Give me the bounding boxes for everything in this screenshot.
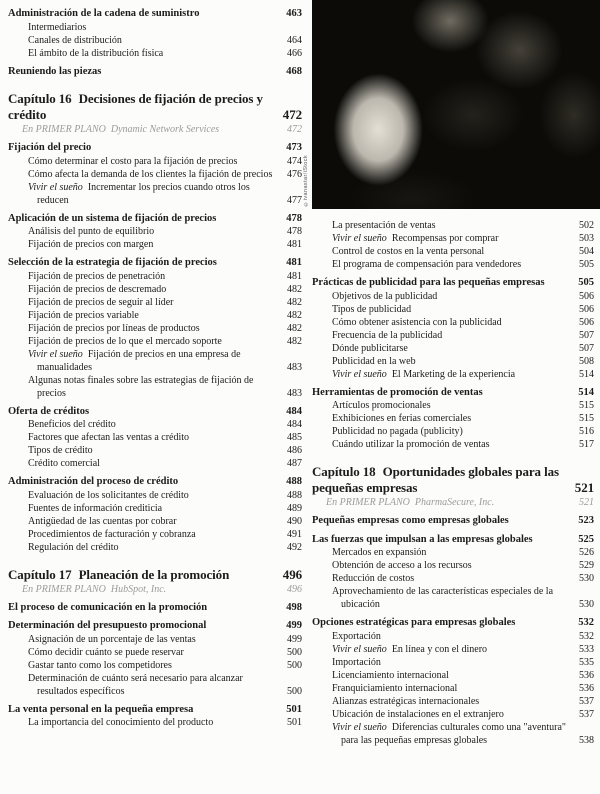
entry-title: Opciones estratégicas para empresas globales — [312, 617, 516, 628]
page-number: 515 — [579, 413, 594, 424]
page-number: 535 — [579, 656, 594, 668]
entry-title: Aplicación de un sistema de fijación de precios — [8, 212, 217, 224]
entry-title: Aprovechamiento de las características especiales de la ubicación — [332, 586, 554, 610]
toc-entry — [8, 21, 302, 34]
toc-entry — [8, 716, 302, 729]
page-number: 500 — [287, 685, 302, 697]
toc-entry — [312, 496, 594, 509]
page-number: 500 — [287, 646, 302, 658]
entry-title: En PRIMER PLANO Dynamic Network Services — [22, 124, 220, 135]
entry-title: Vivir el sueño Diferencias culturales como una "aventura" para las pequeñas empresas globales — [332, 721, 567, 746]
entry-title: Cómo obtener asistencia con la publicidad — [332, 316, 502, 328]
entry-title: Reducción de costos — [332, 573, 415, 584]
toc-entry — [8, 283, 302, 296]
entry-title: Cómo determinar el costo para la fijación de precios — [28, 155, 238, 167]
page-number: 463 — [286, 8, 302, 19]
toc-entry — [8, 238, 302, 251]
entry-title: Regulación del crédito — [28, 541, 119, 553]
entry-title: Fijación de precios por líneas de productos — [28, 322, 200, 334]
entry-title: Capítulo 18 Oportunidades globales para las pequeñas empresas — [312, 464, 559, 495]
page-number: 487 — [287, 458, 302, 469]
page-number: 499 — [286, 620, 302, 631]
page-number: 472 — [282, 107, 302, 122]
toc-entry — [312, 412, 594, 425]
toc-entry — [312, 316, 594, 329]
page-number: 537 — [579, 695, 594, 707]
entry-title: Exhibiciones en ferias comerciales — [332, 413, 472, 424]
page-number: 482 — [287, 335, 302, 347]
entry-title: Alianzas estratégicas internacionales — [332, 695, 480, 707]
entry-title: Fijación de precios de descremado — [28, 283, 167, 295]
page-number: 525 — [578, 533, 594, 545]
entry-title: Fijación de precios de seguir al líder — [28, 296, 174, 308]
entry-title: Tipos de publicidad — [332, 303, 412, 315]
page-number: 506 — [579, 303, 594, 315]
entry-title: Control de costos en la venta personal — [332, 246, 485, 257]
entry-title: Tipos de crédito — [28, 445, 93, 456]
page-number: 538 — [579, 734, 594, 746]
entry-title: Vivir el sueño El Marketing de la experiencia — [332, 368, 516, 380]
toc-entry — [8, 322, 302, 335]
vivir-el-sueno-label: Vivir el sueño — [332, 643, 392, 655]
page-number: 515 — [579, 400, 594, 411]
page-number: 516 — [579, 426, 594, 437]
entry-title: En PRIMER PLANO PharmaSecure, Inc. — [326, 497, 495, 508]
toc-entry — [8, 457, 302, 470]
entry-title: Determinación de cuánto será necesario para alcanzar resultados específicos — [28, 672, 243, 697]
entry-title: Herramientas de promoción de ventas — [312, 386, 483, 398]
vivir-el-sueno-label: Vivir el sueño — [332, 721, 392, 733]
toc-entry — [312, 342, 594, 355]
entry-title: Cuándo utilizar la promoción de ventas — [332, 439, 490, 450]
page-number: 489 — [287, 502, 302, 514]
toc-entry — [8, 672, 302, 698]
page-number: 536 — [579, 682, 594, 694]
toc-entry — [8, 619, 302, 633]
page-number: 488 — [286, 476, 302, 487]
entry-title: Fijación de precios de penetración — [28, 270, 166, 282]
toc-entry — [8, 374, 302, 400]
page-number: 496 — [282, 566, 302, 582]
entry-title: Algunas notas finales sobre las estrategias de fijación de precios — [28, 374, 254, 399]
page-number: 500 — [287, 659, 302, 671]
page-number: 482 — [287, 283, 302, 295]
toc-entry — [312, 682, 594, 695]
entry-title: Beneficios del crédito — [28, 419, 116, 430]
entry-title: Selección de la estrategia de fijación de precios — [8, 257, 217, 268]
entry-title: La importancia del conocimiento del producto — [28, 717, 214, 728]
entry-title: Asignación de un porcentaje de las ventas — [28, 633, 196, 645]
page-number: 521 — [574, 480, 594, 495]
toc-entry — [8, 703, 302, 717]
toc-entry — [8, 181, 302, 207]
toc-entry — [8, 405, 302, 419]
page-number: 532 — [578, 617, 594, 628]
toc-entry — [312, 425, 594, 438]
en-primer-plano-label: En PRIMER PLANO — [22, 583, 111, 595]
chapter-heading — [312, 464, 594, 496]
entry-title: Determinación del presupuesto promocional — [8, 620, 207, 631]
entry-title: Vivir el sueño Recompensas por comprar — [332, 233, 499, 244]
photo-credit: ©ivanastar/iStock — [303, 155, 309, 207]
toc-entry — [8, 659, 302, 672]
toc-entry — [312, 695, 594, 708]
entry-title: El programa de compensación para vendedores — [332, 259, 522, 270]
toc-column-left — [8, 7, 302, 790]
page-number: 532 — [579, 630, 594, 642]
entry-title: Fijación del precio — [8, 142, 92, 153]
toc-entry — [8, 65, 302, 79]
toc-entry — [8, 475, 302, 489]
toc-entry — [312, 585, 594, 611]
toc-entry — [312, 232, 594, 245]
entry-title: Administración de la cadena de suministro — [8, 8, 200, 19]
toc-entry — [312, 546, 594, 559]
toc-entry — [312, 399, 594, 412]
entry-title: Fijación de precios variable — [28, 309, 139, 321]
page-number: 498 — [286, 601, 302, 613]
page-number: 491 — [287, 528, 302, 540]
vivir-el-sueno-label: Vivir el sueño — [28, 181, 88, 193]
entry-title: Cómo decidir cuánto se puede reservar — [28, 646, 184, 658]
toc-entry — [8, 47, 302, 60]
page-number: 521 — [579, 497, 594, 508]
toc-entry — [312, 721, 594, 747]
toc-entry — [312, 219, 594, 232]
entry-title: Capítulo 16 Decisiones de fijación de precios y crédito — [8, 91, 263, 122]
entry-title: Vivir el sueño Incrementar los precios cuando otros los reducen — [28, 181, 250, 206]
vivir-el-sueno-label: Vivir el sueño — [332, 233, 392, 244]
page-number: 502 — [579, 220, 594, 231]
toc-entry — [8, 541, 302, 554]
entry-title: Canales de distribución — [28, 34, 122, 46]
entry-title: Franquiciamiento internacional — [332, 682, 458, 694]
toc-entry — [312, 643, 594, 656]
page-number: 476 — [287, 168, 302, 180]
page-number: 481 — [287, 239, 302, 250]
entry-title: Capítulo 17 Planeación de la promoción — [8, 566, 230, 582]
page-number: 466 — [287, 47, 302, 59]
chapter-number-label: Capítulo 17 — [8, 566, 72, 582]
toc-entry — [312, 245, 594, 258]
entry-title: Ubicación de instalaciones en el extranjero — [332, 708, 504, 720]
toc-entry — [8, 502, 302, 515]
toc-entry — [8, 168, 302, 181]
chapter-heading — [8, 91, 302, 123]
toc-entry — [312, 572, 594, 585]
toc-entry — [312, 616, 594, 630]
toc-entry — [8, 515, 302, 528]
toc-entry — [312, 368, 594, 381]
en-primer-plano-label: En PRIMER PLANO — [326, 497, 415, 508]
page-number: 490 — [287, 515, 302, 527]
entry-title: Publicidad no pagada (publicity) — [332, 426, 463, 437]
page-number: 483 — [287, 387, 302, 399]
page-number: 533 — [579, 643, 594, 655]
toc-entry — [8, 123, 302, 136]
entry-title: Fuentes de información crediticia — [28, 502, 163, 514]
page-number: 530 — [579, 599, 594, 610]
page-number: 530 — [579, 573, 594, 584]
entry-title: La venta personal en la pequeña empresa — [8, 703, 194, 715]
entry-title: Oferta de créditos — [8, 405, 90, 417]
toc-entry — [8, 633, 302, 646]
page-number: 526 — [579, 547, 594, 558]
chapter-number-label: Capítulo 18 — [312, 464, 376, 479]
toc-entry — [312, 630, 594, 643]
en-primer-plano-label: En PRIMER PLANO — [22, 124, 111, 135]
vivir-el-sueno-label: Vivir el sueño — [28, 348, 88, 360]
toc-entry — [8, 296, 302, 309]
toc-entry — [312, 329, 594, 342]
entry-title: Administración del proceso de crédito — [8, 476, 179, 487]
entry-title: Reuniendo las piezas — [8, 65, 102, 77]
page-number: 474 — [287, 155, 302, 167]
page-number: 488 — [287, 489, 302, 501]
toc-entry — [312, 559, 594, 572]
page-number: 482 — [287, 322, 302, 334]
toc-entry — [312, 355, 594, 368]
entry-title: En PRIMER PLANO HubSpot, Inc. — [22, 583, 167, 595]
page-number: 503 — [579, 233, 594, 244]
page-number: 537 — [579, 708, 594, 720]
entry-title: Procedimientos de facturación y cobranza — [28, 528, 196, 540]
chapter-number-label: Capítulo 16 — [8, 91, 72, 106]
chapter-heading — [8, 567, 302, 583]
toc-entry — [8, 348, 302, 374]
entry-title: Prácticas de publicidad para las pequeñas empresas — [312, 277, 545, 288]
page-number: 473 — [286, 142, 302, 153]
page-number: 529 — [579, 560, 594, 571]
entry-title: Importación — [332, 656, 381, 668]
entry-title: Pequeñas empresas como empresas globales — [312, 515, 509, 526]
page-number: 464 — [287, 34, 302, 46]
entry-title: Análisis del punto de equilibrio — [28, 226, 155, 237]
toc-entry — [8, 7, 302, 21]
page-number: 478 — [286, 212, 302, 224]
toc-entry — [312, 533, 594, 547]
entry-title: Antigüedad de las cuentas por cobrar — [28, 515, 177, 527]
entry-title: Factores que afectan las ventas a crédito — [28, 432, 190, 443]
page-number: 478 — [287, 226, 302, 237]
entry-title: Publicidad en la web — [332, 355, 416, 367]
toc-entry — [8, 335, 302, 348]
vivir-el-sueno-label: Vivir el sueño — [332, 368, 392, 380]
toc-entry — [8, 270, 302, 283]
page-number: 477 — [287, 194, 302, 206]
page-number: 505 — [578, 277, 594, 288]
entry-title: El proceso de comunicación en la promoción — [8, 601, 208, 613]
entry-title: Intermediarios — [28, 21, 87, 33]
entry-title: Objetivos de la publicidad — [332, 290, 438, 302]
page-number: 496 — [287, 583, 302, 595]
entry-title: Cómo afecta la demanda de los clientes la fijación de precios — [28, 168, 273, 180]
toc-entry — [8, 583, 302, 596]
toc-entry — [312, 276, 594, 290]
page-number: 483 — [287, 361, 302, 373]
page-number: 472 — [287, 124, 302, 135]
page-number: 514 — [578, 386, 594, 398]
entry-title: Mercados en expansión — [332, 547, 427, 558]
chapter-photo — [312, 0, 600, 209]
toc-entry — [8, 309, 302, 322]
page-number: 505 — [579, 259, 594, 270]
page-number: 517 — [579, 439, 594, 450]
toc-entry — [8, 141, 302, 155]
page-number: 492 — [287, 541, 302, 553]
page-number: 507 — [579, 329, 594, 341]
entry-title: Licenciamiento internacional — [332, 669, 449, 681]
page-number: 508 — [579, 355, 594, 367]
page-number: 468 — [286, 65, 302, 77]
chapter-photo-wrap — [303, 0, 600, 209]
entry-title: Exportación — [332, 630, 381, 642]
page-number: 481 — [287, 270, 302, 282]
entry-title: El ámbito de la distribución física — [28, 47, 164, 59]
toc-entry — [312, 258, 594, 271]
entry-title: Las fuerzas que impulsan a las empresas globales — [312, 533, 533, 545]
page-number: 485 — [287, 432, 302, 443]
toc-entry — [8, 225, 302, 238]
toc-entry — [8, 601, 302, 615]
entry-title: Vivir el sueño En línea y con el dinero — [332, 643, 488, 655]
toc-entry — [8, 646, 302, 659]
toc-entry — [8, 256, 302, 270]
toc-entry — [312, 656, 594, 669]
page-number: 536 — [579, 669, 594, 681]
entry-title: Dónde publicitarse — [332, 342, 408, 354]
entry-title: Evaluación de los solicitantes de crédito — [28, 489, 189, 501]
page-number: 484 — [287, 419, 302, 430]
entry-title: Gastar tanto como los competidores — [28, 659, 172, 671]
toc-entry — [312, 514, 594, 528]
page-number: 501 — [287, 717, 302, 728]
toc-entry — [312, 290, 594, 303]
page-number: 504 — [579, 246, 594, 257]
page-number: 482 — [287, 296, 302, 308]
entry-title: Fijación de precios con margen — [28, 239, 154, 250]
toc-entry — [312, 438, 594, 451]
page-number: 499 — [287, 633, 302, 645]
toc-column-right — [303, 7, 594, 790]
page-number: 506 — [579, 290, 594, 302]
page-number: 481 — [286, 257, 302, 268]
entry-title: La presentación de ventas — [332, 220, 436, 231]
entry-title: Crédito comercial — [28, 458, 100, 469]
toc-entry — [8, 489, 302, 502]
entry-title: Obtención de acceso a los recursos — [332, 560, 472, 571]
toc-entry — [312, 669, 594, 682]
toc-entry — [8, 444, 302, 457]
entry-title: Fijación de precios de lo que el mercado soporte — [28, 335, 222, 347]
entry-title: Artículos promocionales — [332, 400, 431, 411]
page-number: 501 — [286, 703, 302, 715]
toc-entry — [8, 212, 302, 226]
page-number: 523 — [578, 515, 594, 526]
page-number: 507 — [579, 342, 594, 354]
entry-title: Vivir el sueño Fijación de precios en una empresa de manualidades — [28, 348, 241, 373]
toc-entry — [8, 418, 302, 431]
entry-title: Frecuencia de la publicidad — [332, 329, 443, 341]
page-number: 506 — [579, 316, 594, 328]
toc-entry — [312, 708, 594, 721]
page-number: 514 — [579, 368, 594, 380]
page-number: 484 — [286, 405, 302, 417]
toc-entry — [8, 34, 302, 47]
page-number: 486 — [287, 445, 302, 456]
toc-entry — [312, 386, 594, 400]
toc-entry — [8, 528, 302, 541]
toc-entry — [8, 431, 302, 444]
toc-entry — [312, 303, 594, 316]
toc-entry — [8, 155, 302, 168]
page-number: 482 — [287, 309, 302, 321]
